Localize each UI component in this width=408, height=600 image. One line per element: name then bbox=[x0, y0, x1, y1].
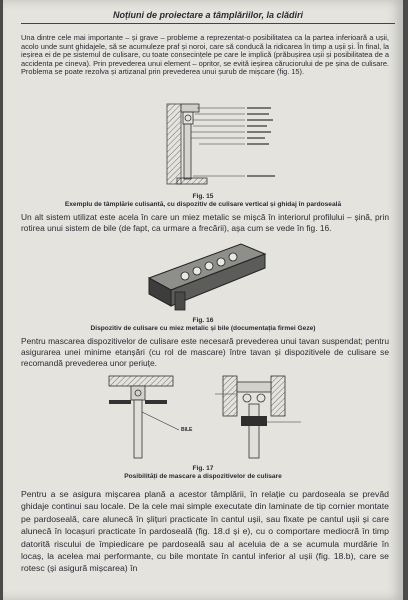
paragraph-4: Pentru a se asigura mișcarea plană a acestor tâmplării, în relație cu pardoseala se prevăd ghidaje continui sau locale. De la cele mai simple executate din laminate de tip cornier montate pe pardoseală, care alunecă în șlițuri practicate în cantul ușii, sau fixate pe cantul ușii și care alunecă în locașuri practicate în pardoseală (fig. 18.d și e), cu o comportare mediocră în timp datorită riscului de împiedicare pe pardoseală sau al aceluia de a se acumula murdărie în locaș, la acelea mai performante, cu bile montate în cantul inferior al ușii (fig. 18.b), care se rotesc (și asigură mișcarea) în bbox=[21, 489, 389, 574]
paragraph-3: Pentru mascarea dispozitivelor de culisare este necesară prevederea unui tavan suspendat; pentru asigurarea unei minime etanșări (cu rol de mascare) între tavan și dispozitivele de culisare se recomandă prevederea unor periuțe. bbox=[21, 336, 389, 368]
figure-16-number: Fig. 16 bbox=[192, 317, 214, 324]
paragraph-2: Un alt sistem utilizat este acela în care un miez metalic se mișcă în interiorul profilului – șină, prin rotirea unui sistem de bile (de fapt, ca urmare a frecării), așa cum se vede în fig. 16. bbox=[21, 212, 389, 233]
paragraph-1: Una dintre cele mai importante – și grave – probleme a reprezentat-o posibilitatea ca la partea inferioară a ușii, acolo unde sunt ghidajele, să se acumuleze praf și noroi, care să conducă la ridicarea în timp a ușii și. În final, la ieșirea ei de pe sistemul de culisare, cu toate consecințele pe care le implică (prăbușirea ușii și posibilitatea de a accidenta pe cineva). Prin prevederea unui element – opritor, se evită ieșirea căruciorului de pe șina de culisare. Problema se poate rezolva și artizanal prin prevederea unui șurub de mișcare (fig. 15). bbox=[21, 33, 389, 77]
book-page bbox=[3, 0, 403, 600]
figure-16-caption: Dispozitiv de culisare cu miez metalic și bile (documentația firmei Geze) bbox=[90, 325, 316, 332]
figure-17-label-bile: BILE bbox=[181, 427, 193, 433]
figure-17-number: Fig. 17 bbox=[192, 465, 214, 472]
figure-17-caption: Posibilități de mascare a dispozitivelor de culisare bbox=[124, 473, 282, 480]
figure-15-drawing bbox=[153, 98, 293, 190]
figure-15-number: Fig. 15 bbox=[192, 193, 214, 200]
figure-16-drawing bbox=[145, 238, 269, 314]
figure-17-drawing bbox=[101, 372, 333, 462]
running-header: Noțiuni de proiectare a tâmplăriilor, la clădiri bbox=[21, 10, 395, 24]
figure-15-caption: Exemplu de tâmplărie culisantă, cu dispozitiv de culisare vertical și ghidaj în pardoseală bbox=[64, 201, 342, 208]
